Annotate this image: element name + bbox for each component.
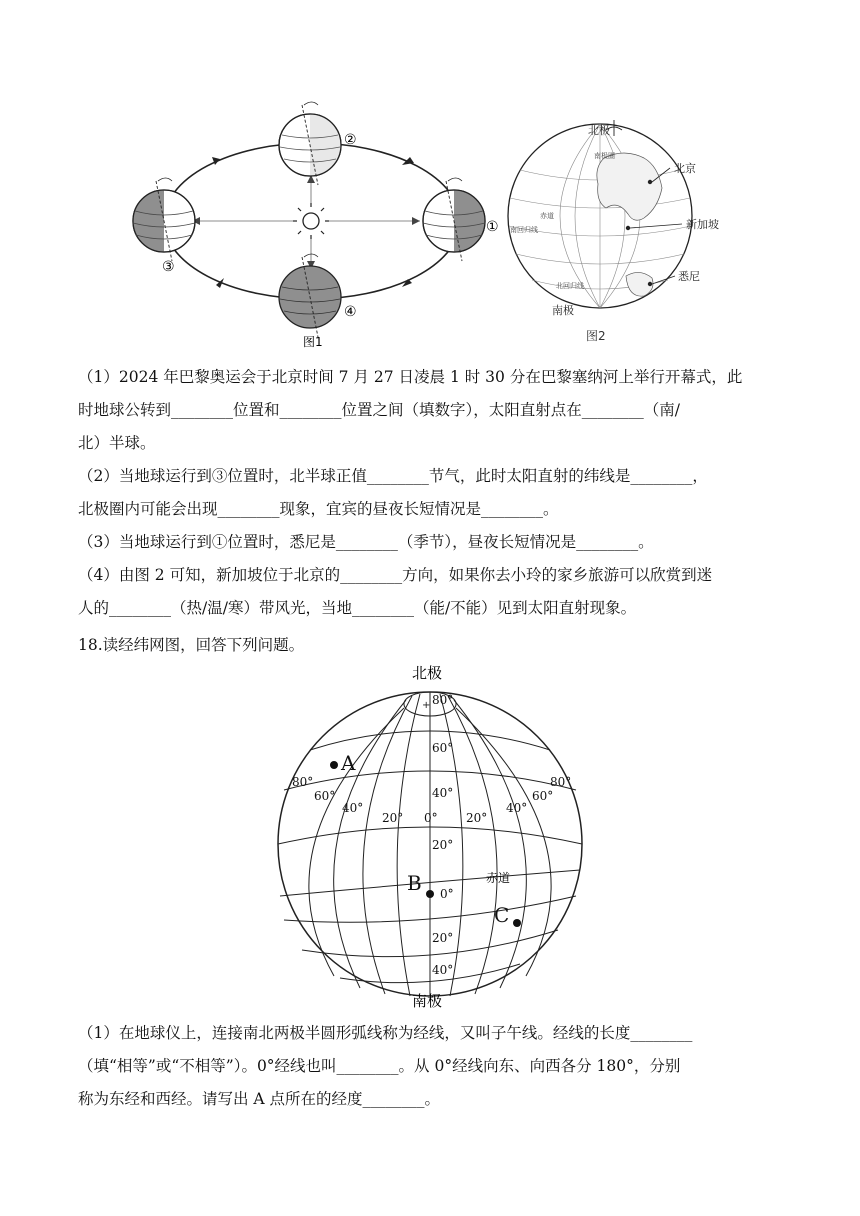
lat-label: 40°	[432, 786, 454, 800]
q17-part3-line1: （3）当地球运行到①位置时，悉尼是________（季节），昼夜长短情况是________。	[78, 533, 654, 551]
label-position-4: ④	[344, 304, 357, 320]
earth-position-4	[279, 254, 341, 337]
label-position-2: ②	[344, 132, 357, 148]
graticule-globe	[270, 660, 590, 1010]
figure-2-caption: 图2	[586, 329, 606, 343]
lat-label: 20°	[432, 931, 454, 945]
lon-label: 80°	[292, 775, 314, 789]
lat-label: 40°	[432, 963, 454, 977]
lat-label: 20°	[432, 838, 454, 852]
sun-icon	[293, 203, 329, 239]
city-label-singapore: 新加坡	[686, 218, 719, 231]
lon-label: 40°	[506, 801, 528, 815]
small-label: 南回归线	[510, 226, 538, 234]
lat-label: 60°	[432, 741, 454, 755]
lon-label: 60°	[314, 789, 336, 803]
point-a-label: A	[341, 751, 356, 775]
q17-part2-line2: 北极圈内可能会出现________现象，宜宾的昼夜长短情况是________。	[78, 500, 559, 518]
earth-position-3	[133, 178, 195, 261]
figure-2-globe	[500, 118, 740, 348]
q17-part4-line1: （4）由图 2 可知，新加坡位于北京的________方向，如果你去小玲的家乡旅游可以欣赏到迷	[78, 566, 713, 584]
lon-label: 20°	[382, 811, 404, 825]
q17-part1-line3: 北）半球。	[78, 434, 156, 452]
q18-part1-line2: （填“相等”或“不相等”）。0°经线也叫________。从 0°经线向东、向西各分 180°，分别	[78, 1057, 681, 1075]
label-position-3: ③	[162, 259, 175, 275]
city-label-sydney: 悉尼	[678, 270, 700, 283]
lon-label: 60°	[532, 789, 554, 803]
city-label-beijing: 北京	[674, 162, 696, 175]
lat-label: 80°	[432, 693, 454, 707]
figure-1-caption: 图1	[303, 335, 323, 349]
figure-1-orbit-diagram	[120, 95, 500, 355]
point-c-label: C	[494, 903, 510, 927]
q18-part1-line1: （1）在地球仪上，连接南北两极半圆形弧线称为经线，又叫子午线。经线的长度________	[78, 1024, 693, 1042]
lon-label: 20°	[466, 811, 488, 825]
south-pole-label: 南极	[552, 304, 574, 317]
point-b-label: B	[407, 871, 422, 895]
q17-part2-line1: （2）当地球运行到③位置时，北半球正值________节气，此时太阳直射的纬线是________，	[78, 467, 708, 485]
q17-part4-line2: 人的________（热/温/寒）带风光，当地________（能/不能）见到太阳直射现象。	[78, 599, 637, 617]
lon-label: 80°	[550, 775, 572, 789]
earth-position-2	[279, 102, 341, 185]
q17-part1-line2: 时地球公转到________位置和________位置之间（填数字），太阳直射点在________（南/	[78, 401, 680, 419]
lon-label: 40°	[342, 801, 364, 815]
point-c	[513, 919, 521, 927]
q18-part1-line3: 称为东经和西经。请写出 A 点所在的经度________。	[78, 1090, 441, 1108]
q17-part1-line1: （1）2024 年巴黎奥运会于北京时间 7 月 27 日凌晨 1 时 30 分在巴黎塞纳河上举行开幕式，此	[78, 368, 743, 386]
small-label: 南极圈	[594, 152, 615, 160]
point-b	[426, 890, 434, 898]
north-pole-label: 北极	[588, 124, 610, 137]
small-label: 北回归线	[556, 282, 584, 290]
label-position-1: ①	[486, 219, 499, 235]
earth-position-1	[423, 178, 485, 261]
svg-text:+: +	[422, 700, 431, 711]
equator-label: 赤道	[540, 212, 554, 220]
lat-label: 0°	[440, 887, 454, 901]
q18-title: 18.读经纬网图，回答下列问题。	[78, 636, 305, 654]
globe-equator-label: 赤道	[486, 871, 511, 885]
point-a	[330, 761, 338, 769]
lon-label: 0°	[424, 811, 438, 825]
globe-north-pole-label: 北极	[412, 664, 443, 682]
globe-south-pole-label: 南极	[412, 992, 443, 1010]
